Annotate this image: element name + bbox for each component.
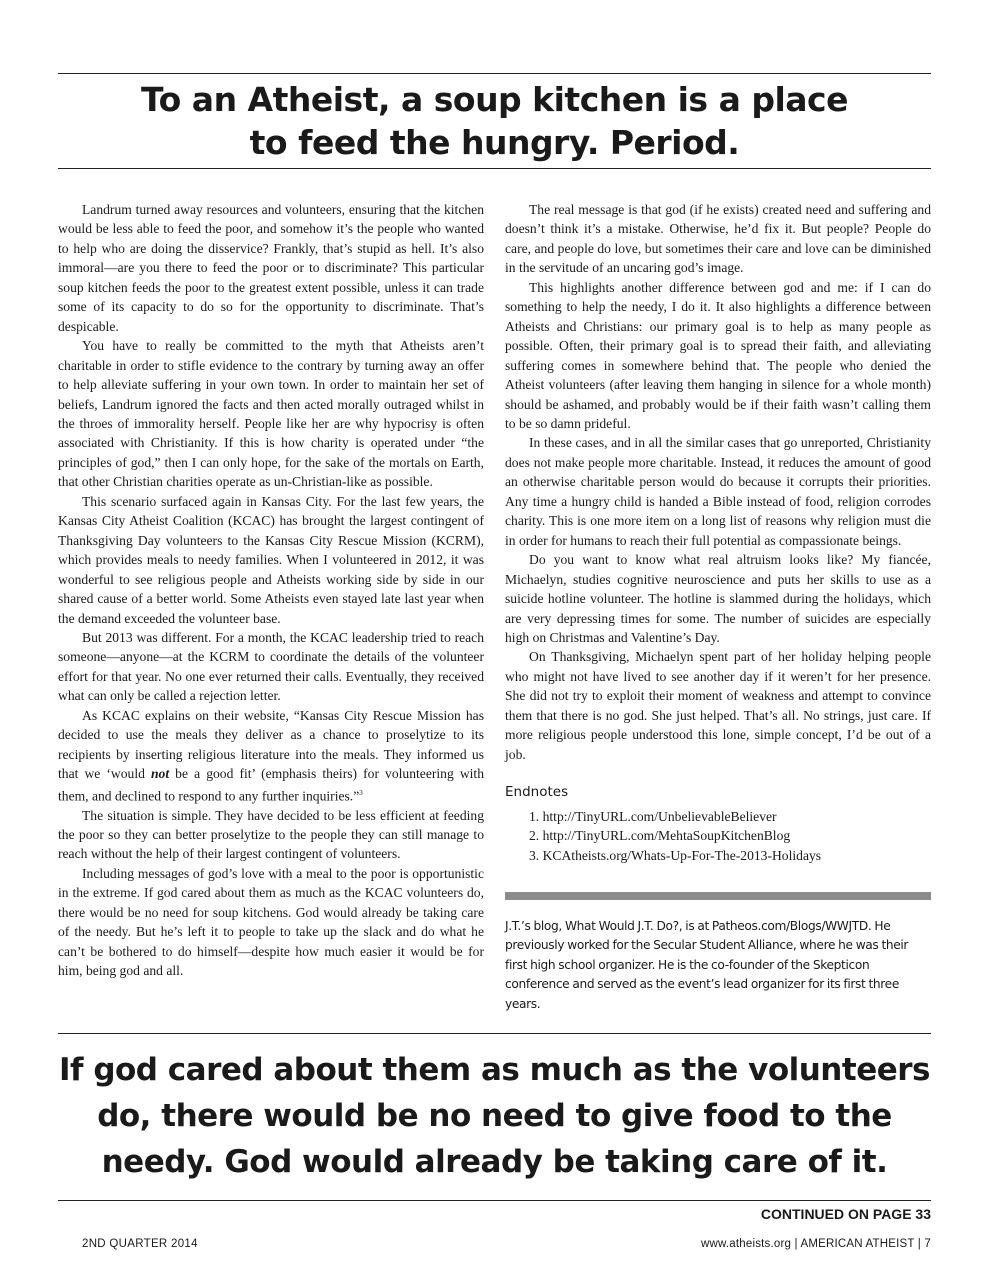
title-bottom-rule bbox=[58, 168, 931, 169]
left-paragraph-4: But 2013 was different. For a month, the KCAC leadership tried to reach someone—anyone—at the KCRM to coordinate the details of the volunteer effort for that year. No one ever returned their calls. Eventually, they received what can only be called a rejection letter. bbox=[58, 629, 484, 704]
footer-issue: 2ND QUARTER 2014 bbox=[82, 1238, 198, 1250]
left-paragraph-5 bbox=[58, 706, 484, 806]
pull-quote bbox=[58, 1047, 931, 1185]
article-title bbox=[58, 78, 931, 164]
right-paragraph-4: Do you want to know what real altruism looks like? My fiancée, Michaelyn, studies cognitive neuroscience and puts her skills to use as a suicide hotline volunteer. The hotline is slammed during the holidays, which are very depressing times for some. The number of suicides are especially high on Christmas and Valentine’s Day. bbox=[505, 552, 931, 645]
p5-text-before: As KCAC explains on their website, “Kansas City Rescue Mission has decided to use the meals they deliver as a chance to proselytize to its recipients by inserting religious literature into the meals. They informed us that we ‘would bbox=[58, 707, 484, 782]
bio-separator-bar bbox=[505, 892, 931, 900]
p5-text-after: be a good fit’ (emphasis theirs) for volunteering with them, and declined to respond to any further inquiries.” bbox=[58, 766, 484, 804]
continued-on-page: CONTINUED ON PAGE 33 bbox=[760, 1206, 931, 1222]
right-paragraph-2: This highlights another difference between god and me: if I can do something to help the needy, I do it. It also highlights a difference between Atheists and Christians: our primary goal is to help as many people as possible. Often, their primary goal is to spread their faith, and alleviating suffering comes in somewhere behind that. The people who denied the Atheist volunteers (after leaving them hanging in silence for a whole month) should be ashamed, and probably would be if their faith wasn’t calling them to be so damn prideful. bbox=[505, 279, 931, 431]
endnote-item: 3. KCAtheists.org/Whats-Up-For-The-2013-Holidays bbox=[529, 847, 822, 863]
endnote-item: 1. http://TinyURL.com/UnbelievableBeliever bbox=[529, 808, 777, 824]
author-bio: J.T.’s blog, What Would J.T. Do?, is at Patheos.com/Blogs/WWJTD. He previously worked for the Secular Student Alliance, where he was their first high school organizer. He is the co-founder of the Skepticon conference and served as the event’s lead organizer for its first three years. bbox=[505, 919, 909, 1011]
left-paragraph-1: Landrum turned away resources and volunteers, ensuring that the kitchen would be less able to feed the poor, and somehow it’s the people who wanted to help who are doing the disservice? Frankly, that’s stupid as hell. It’s also immoral—are you there to feed the poor or to discriminate? This particular soup kitchen feeds the poor to the greatest extent possible, unless it can trade some of its capacity to do so for the opportunity to discriminate. That’s despicable. bbox=[58, 202, 484, 334]
pull-quote-line-3: needy. God would already be taking care of it. bbox=[101, 1144, 888, 1180]
title-line-2: to feed the hungry. Period. bbox=[249, 123, 740, 162]
left-paragraph-6: The situation is simple. They have decided to be less efficient at feeding the poor so they can better proselytize to the people they can still manage to reach without the help of their largest contingent of volunteers. bbox=[58, 807, 484, 862]
left-paragraph-3: This scenario surfaced again in Kansas City. For the last few years, the Kansas City Atheist Coalition (KCAC) has brought the largest contingent of Thanksgiving Day volunteers to the Kansas City Rescue Mission (KCRM), which provides meals to needy families. When I volunteered in 2012, it was wonderful to see religious people and Atheists working side by side in our shared cause of a better world. Some Atheists even stayed late last year when the demand exceeded the volunteer base. bbox=[58, 493, 484, 626]
p5-emphasis: not bbox=[150, 766, 170, 782]
endnotes-heading: Endnotes bbox=[505, 784, 569, 801]
left-paragraph-7: Including messages of god’s love with a meal to the poor is opportunistic in the extreme. If god cared about them as much as the KCAC volunteers do, there would be no need for soup kitchens. God would already be taking care of the needy. But he’s left it to people to take up the slack and do what he can’t be bothered to do himself—despite how much easier it would be for him, being god and all. bbox=[58, 865, 484, 979]
right-paragraph-3: In these cases, and in all the similar cases that go unreported, Christianity does not make people more charitable. Instead, it reduces the amount of good an otherwise charitable person would do because it corrupts their priorities. Any time a hungry child is handed a Bible instead of food, religion corrodes charity. This is one more item on a long list of reasons why religion must die in order for humans to reach their full potential as compassionate beings. bbox=[505, 435, 931, 548]
endnote-item: 2. http://TinyURL.com/MehtaSoupKitchenBlog bbox=[529, 828, 791, 844]
footnote-marker: 3 bbox=[359, 788, 363, 797]
right-column bbox=[505, 200, 931, 865]
left-column bbox=[58, 200, 484, 981]
pull-quote-line-2: do, there would be no need to give food to the bbox=[97, 1098, 892, 1134]
footer-site-page: www.atheists.org | AMERICAN ATHEIST | 7 bbox=[700, 1238, 931, 1250]
pull-quote-line-1: If god cared about them as much as the volunteers bbox=[59, 1052, 930, 1088]
right-paragraph-5: On Thanksgiving, Michaelyn spent part of her holiday helping people who might not have lived to see another day if it weren’t for her presence. She did not try to exploit their moment of weakness and attempt to convince them that there is no god. She just helped. That’s all. No strings, just care. If more religious people understood this lone, simple concept, I’d be out of a job. bbox=[505, 649, 931, 762]
title-top-rule bbox=[58, 73, 931, 74]
pullquote-bottom-rule bbox=[58, 1200, 931, 1201]
title-line-1: To an Atheist, a soup kitchen is a place bbox=[141, 80, 848, 119]
left-paragraph-2: You have to really be committed to the myth that Atheists aren’t charitable in order to stifle evidence to the contrary by turning away an offer to help alleviate suffering in your own town. In order to maintain her set of beliefs, Landrum ignored the facts and then acted morally outraged whilst in the throes of immorality herself. People like her are why hypocrisy is often associated with Christianity. If this is how charity is operated under “the principles of god,” then I can only hope, for the sake of the mortals on Earth, that other Christian charities operate as un-Christian-like as possible. bbox=[58, 338, 484, 490]
right-paragraph-1: The real message is that god (if he exists) created need and suffering and doesn’t think it’s a mistake. Otherwise, he’d fix it. But people? People do care, and people do love, but sometimes their care and love can be diminished in the servitude of an uncaring god’s image. bbox=[505, 202, 931, 276]
pullquote-top-rule bbox=[58, 1033, 931, 1034]
